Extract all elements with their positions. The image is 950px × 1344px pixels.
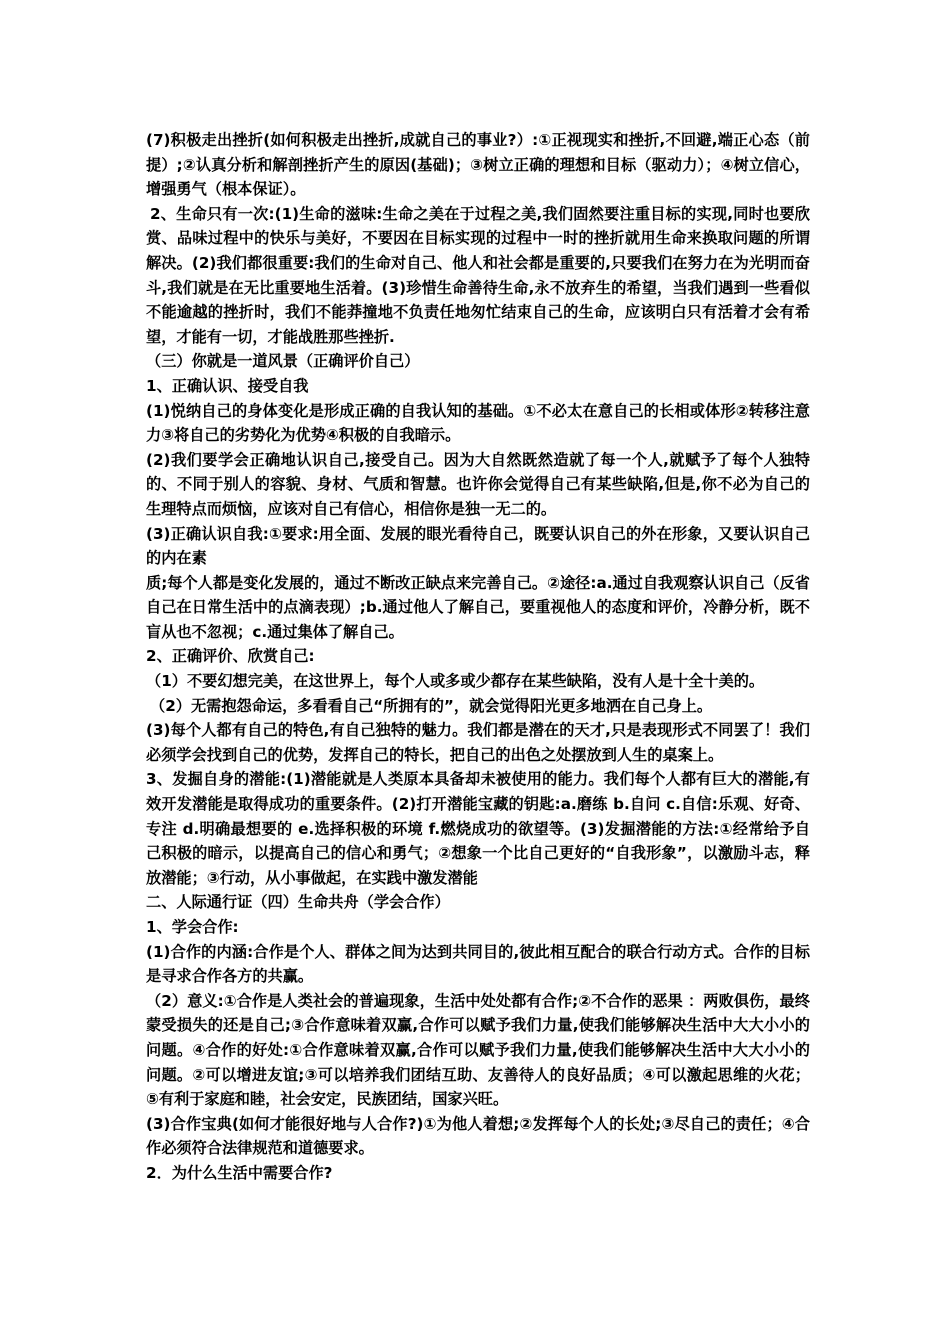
paragraph-recognition-continued: 质;每个人都是变化发展的，通过不断改正缺点来完善自己。②途径:a.通过自我观察认识自己（反省自己在日常生活中的点滴表现）;b.通过他人了解自己，要重视他人的态度和评价，冷静分析，既不盲从也不忽视；c.通过集体了解自己。: [146, 573, 810, 641]
paragraph-cooperation-guide: (3)合作宝典(如何才能很好地与人合作?)①为他人着想;②发挥每个人的长处;③尽自己的责任；④合作必须符合法律规范和道德要求。: [146, 1114, 810, 1158]
paragraph-know-self: (2)我们要学会正确地认识自己,接受自己。因为大自然既然造就了每一个人,就赋予了每个人独特的、不同于别人的容貌、身材、气质和智慧。也许你会觉得自己有某些缺陷,但是,你不必为自己的生理特点而烦恼，应该对自己有信心，相信你是独一无二的。: [146, 450, 810, 518]
paragraph-correct-recognition: (3)正确认识自我:①要求:用全面、发展的眼光看待自己，既要认识自己的外在形象，又要认识自己的内在素: [146, 524, 810, 568]
paragraph-cooperation-meaning: (1)合作的内涵:合作是个人、群体之间为达到共同目的,彼此相互配合的联合行动方式。合作的目标是寻求合作各方的共赢。: [146, 942, 810, 986]
paragraph-cooperation-significance: （2）意义:①合作是人类社会的普遍现象，生活中处处都有合作;②不合作的恶果 ：两败俱伤，最终蒙受损失的还是自己;③合作意味着双赢,合作可以赋予我们力量,使我们能够解决生活中大大小小的问题。④合作的好处:①合作意味着双赢,合作可以赋予我们力量,使我们能够解决生活中大大小小的问题。②可以增进友谊;③可以培养我们团结互助、友善待人的良好品质；④可以激起思维的火花；⑤有利于家庭和睦，社会安定，民族团结，国家兴旺。: [146, 991, 810, 1109]
section-heading-cooperation: 二、人际通行证（四）生命共舟（学会合作）: [146, 893, 450, 912]
section-heading-scenery: （三）你就是一道风景（正确评价自己）: [146, 352, 420, 371]
subheading-evaluate-self: 2、正确评价、欣赏自己:: [146, 647, 315, 666]
paragraph-no-perfection: （1）不要幻想完美，在这世界上，每个人或多或少都存在某些缺陷，没有人是十全十美的。: [146, 672, 765, 691]
paragraph-own-charm: (3)每个人都有自己的特色,有自己独特的魅力。我们都是潜在的天才,只是表现形式不同罢了！我们必须学会找到自己的优势，发挥自己的特长，把自己的出色之处摆放到人生的桌案上。: [146, 721, 810, 764]
document-page: [146, 128, 810, 1186]
paragraph-frustration: (7)积极走出挫折(如何积极走出挫折,成就自己的事业?）:①正视现实和挫折,不回避,端正心态（前提）;②认真分析和解剖挫折产生的原因(基础)；③树立正确的理想和目标（驱动力）；④树立信心，增强勇气（根本保证）。: [146, 131, 810, 199]
paragraph-body-change: (1)悦纳自己的身体变化是形成正确的自我认知的基础。①不必太在意自己的长相或体形②转移注意力③将自己的劣势化为优势④积极的自我暗示。: [146, 401, 810, 445]
subheading-learn-cooperation: 1、学会合作:: [146, 918, 239, 936]
paragraph-no-complaint: （2）无需抱怨命运，多看看自己“所拥有的”，就会觉得阳光更多地洒在自己身上。: [150, 696, 713, 715]
subheading-why-cooperate: 2．为什么生活中需要合作?: [146, 1163, 333, 1182]
subheading-accept-self: 1、正确认识、接受自我: [146, 376, 309, 395]
paragraph-life-once: 2、生命只有一次:(1)生命的滋味:生命之美在于过程之美,我们固然要注重目标的实现,同时也要欣赏、品味过程中的快乐与美好，不要因在目标实现的过程中一时的挫折就用生命来换取问题的所谓解决。(2)我们都很重要:我们的生命对自己、他人和社会都是重要的,只要我们在努力在为光明而奋斗,我们就是在无比重要地生活着。(3)珍惜生命善待生命,永不放弃生的希望，当我们遇到一些看似不能逾越的挫折时，我们不能莽撞地不负责任地匆忙结束自己的生命，应该明白只有活着才会有希望，才能有一切，才能战胜那些挫折.: [146, 204, 810, 346]
paragraph-potential: 3、发掘自身的潜能:(1)潜能就是人类原本具备却未被使用的能力。我们每个人都有巨大的潜能,有效开发潜能是取得成功的重要条件。(2)打开潜能宝藏的钥匙:a.磨练 b.自问 c.自信:乐观、好奇、专注 d.明确最想要的 e.选择积极的环境 f.燃烧成功的欲望等。(3)发掘潜能的方法:①经常给予自己积极的暗示，以提高自己的信心和勇气；②想象一个比自己更好的“自我形象”，以激励斗志，释放潜能；③行动，从小事做起，在实践中激发潜能: [146, 770, 810, 887]
